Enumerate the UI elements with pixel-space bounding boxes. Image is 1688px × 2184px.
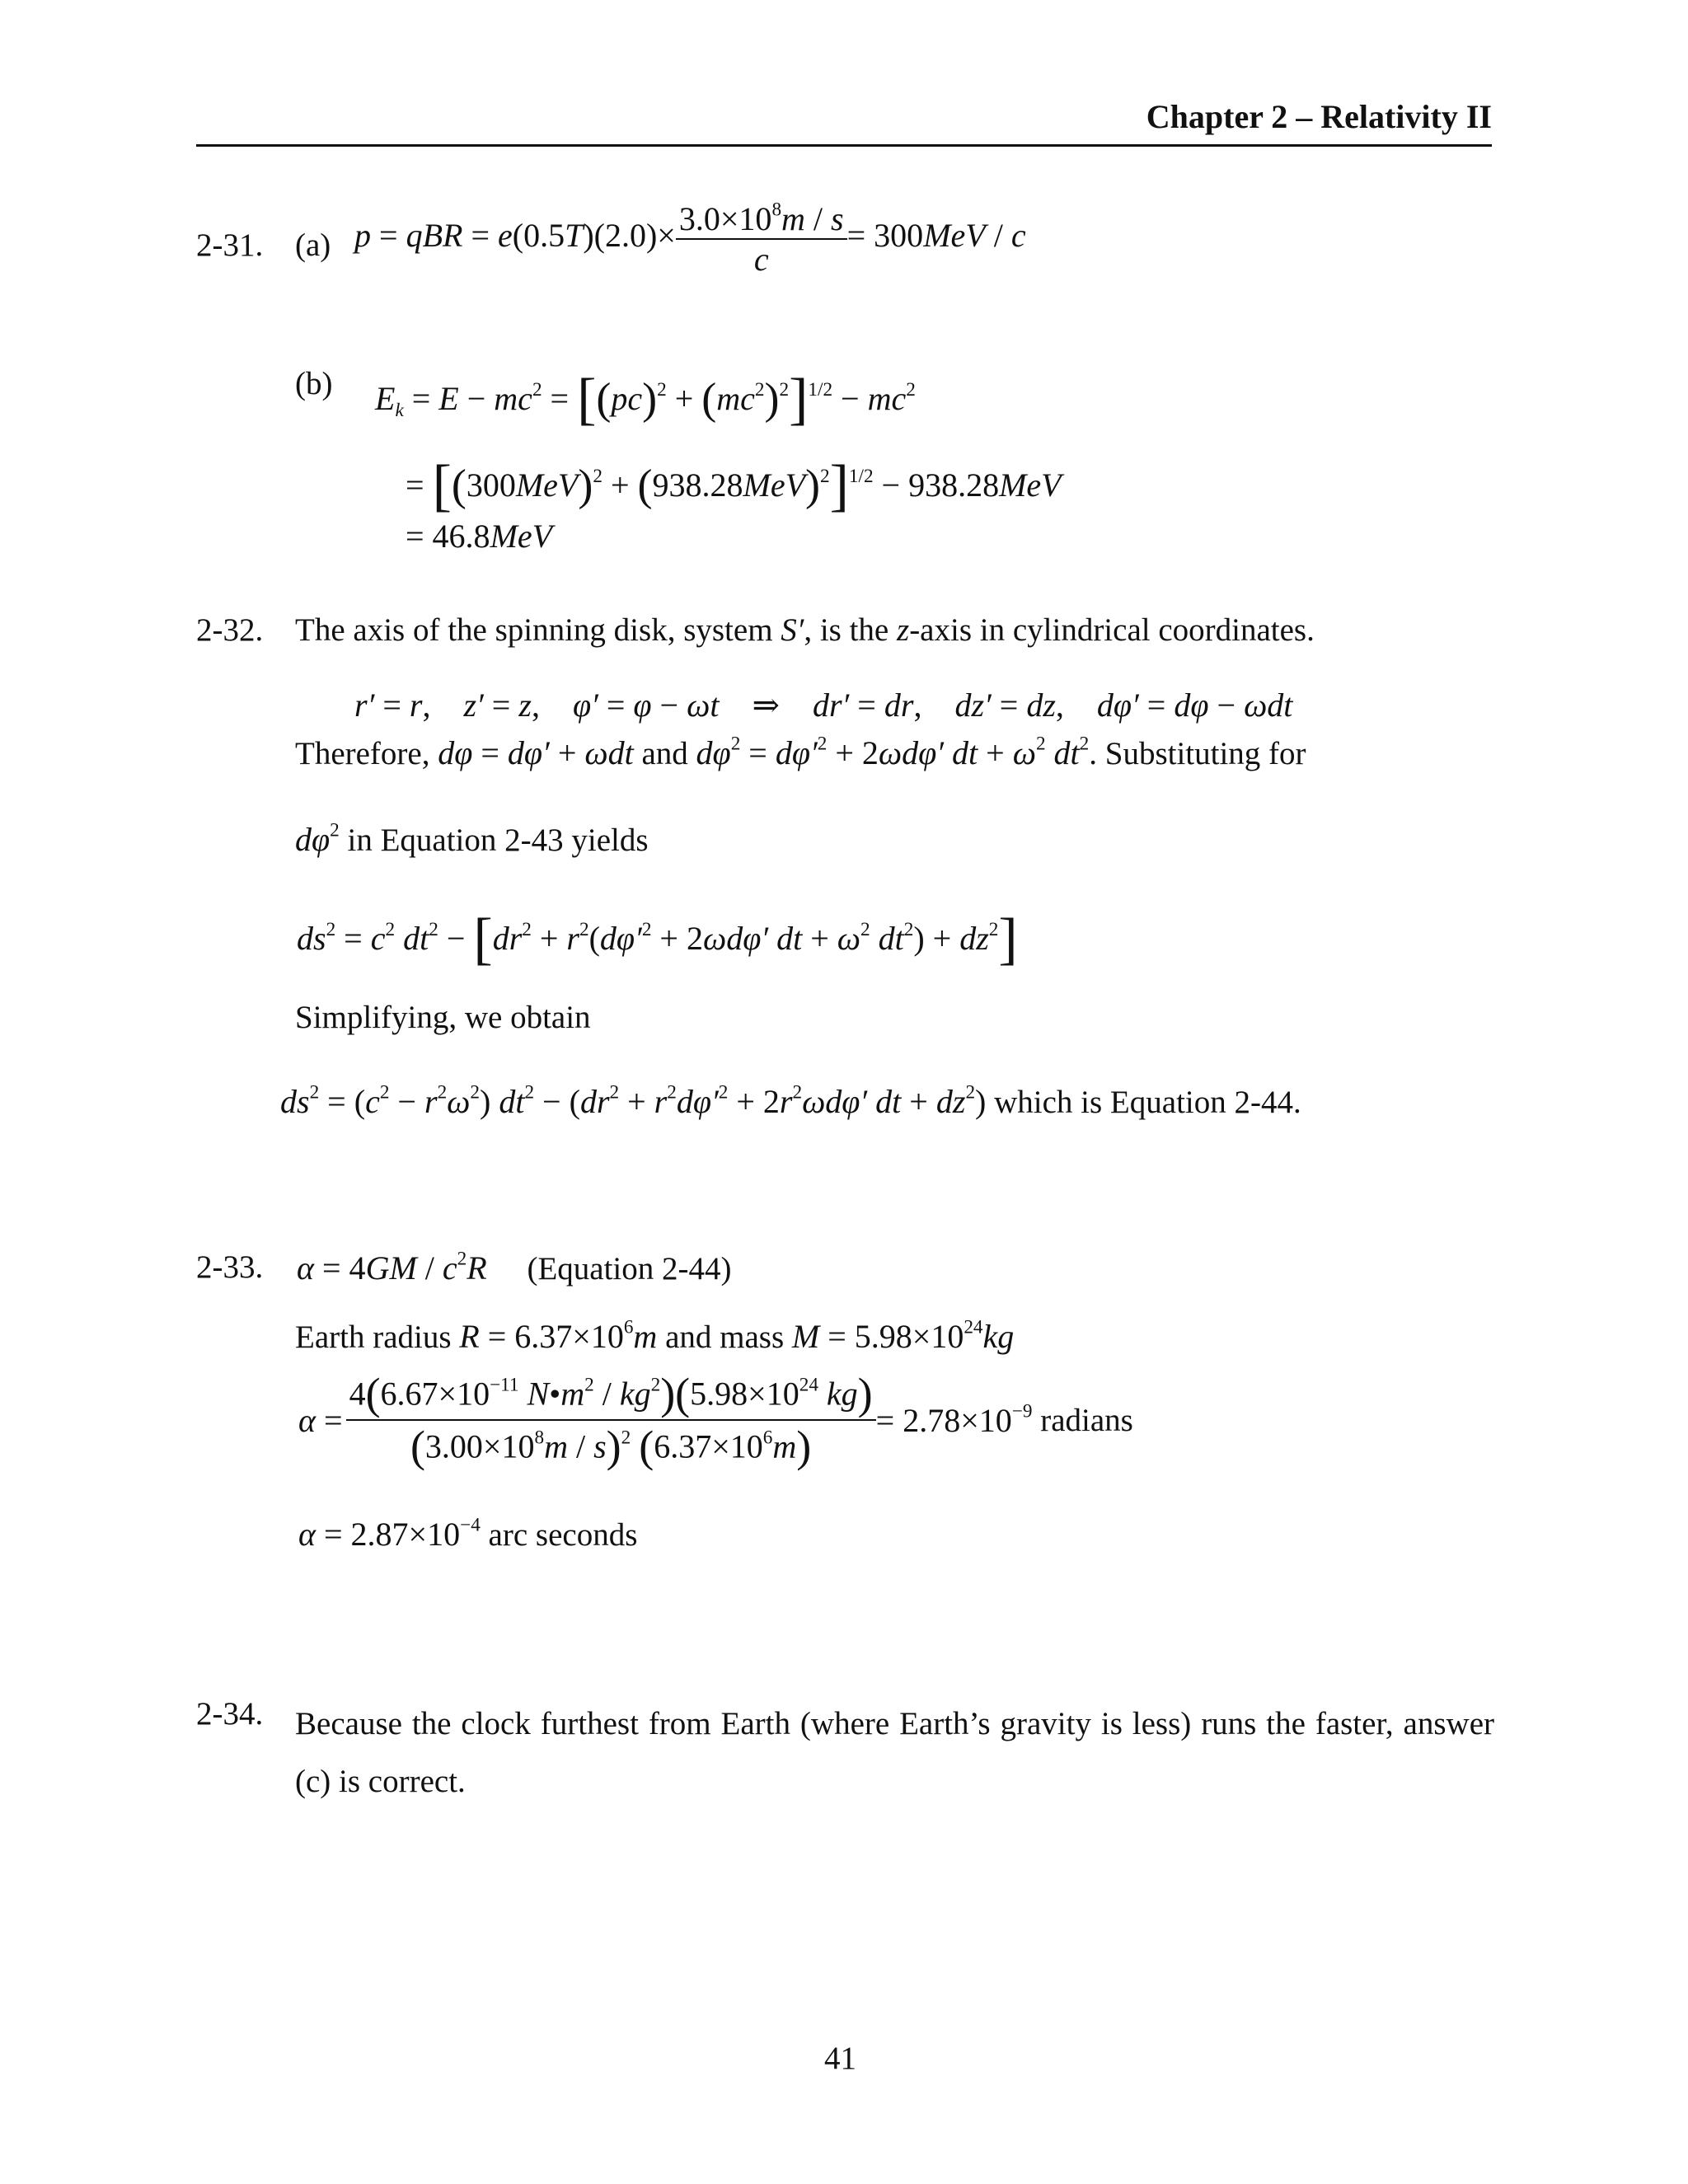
page-number: 41 — [824, 2041, 856, 2076]
p33-equation-ref: (Equation 2-44) — [527, 1251, 732, 1286]
p32-equation-ref-line: $d\varphi^2$ in Equation 2-43 yields — [295, 819, 649, 858]
p32-simplifying: Simplifying, we obtain — [295, 1000, 591, 1035]
problem-number-2-32: 2-32. — [196, 612, 264, 648]
problem-number-2-34: 2-34. — [196, 1696, 264, 1732]
p32-therefore-line: Therefore, dφ = dφ′ + ωdt and $d\varphi^2 = d\varphi'^2 + 2\omega d\varphi'$ dt + $\omega^2$ $dt^2$. Substituting for — [295, 733, 1306, 771]
p32-intro-mid: , is the — [804, 612, 889, 648]
problem-number-2-33: 2-33. — [196, 1249, 264, 1285]
equation-kinetic-energy-result: = 46.8MeV — [406, 518, 553, 555]
part-b-label: (b) — [295, 366, 333, 401]
p33-arcsec-line: $\alpha = 2.87\times 10^{-4}$ arc seconds — [298, 1514, 638, 1553]
equation-kinetic-energy-values: = $[(300MeV)^2 + (938.28MeV)^2]^{1/2} - 938.28MeV$ — [406, 454, 1062, 518]
equation-coordinate-transform: r′ = r, z′ = z, φ′ = φ − ωt ⇒ dr′ = dr, dz′ = dz, dφ′ = dφ − ωdt — [354, 687, 1293, 724]
p32-which-is: which is Equation 2-44. — [994, 1085, 1301, 1120]
chapter-header: Chapter 2 – Relativity II — [1146, 98, 1492, 135]
p33-and-mass: and mass — [665, 1319, 785, 1355]
p32-and: and — [641, 736, 688, 771]
p32-intro-text: The axis of the spinning disk, system — [295, 612, 773, 648]
equation-line-element: $ds^2 = c^2$ $dt^2 - [dr^2 + r^2(d\varphi'^2 + 2\omega d\varphi'$ dt + $\omega^2$ $dt^2) + dz^2$] — [297, 907, 1018, 971]
p32-therefore: Therefore, — [295, 736, 430, 771]
p33-deflection-line: $\alpha = 4GM / c^2R$ (Equation 2-44) — [297, 1248, 732, 1286]
equation-momentum: p = qBR = e(0.5T)(2.0)× $\frac{3.0\times 10^8m / s}{c}$ = 300MeV / c — [354, 199, 1026, 278]
p34-answer-text: Because the clock furthest from Earth (where Earth’s gravity is less) runs the faster, answer (c) is correct. — [295, 1706, 1494, 1799]
p32-substituting: . Substituting for — [1089, 736, 1306, 771]
p32-intro-end: -axis in cylindrical coordinates. — [909, 612, 1315, 648]
problem-number-2-31: 2-31. — [196, 227, 264, 263]
header-rule — [196, 144, 1492, 147]
p33-alpha-calc: α = $\frac{4(6.67\times 10^{-11} N•m^2 / kg^2)(5.98\times 10^{24} kg)}{(3.00\times 10^8m / s)^2 (6.37\times 10^6m)}$ = $2.78\times 10^{-9}$ radians — [298, 1369, 1133, 1471]
p33-earth-line: Earth radius $R = 6.37\times 10^6m$ and mass $M = 5.98\times 10^{24}kg$ — [295, 1316, 1015, 1355]
p32-intro-line: The axis of the spinning disk, system S′, is the z-axis in cylindrical coordinates. — [295, 612, 1315, 648]
p33-radians: radians — [1040, 1402, 1133, 1438]
equation-kinetic-energy: $E_k = E - mc^2 = [(pc)^2 + (mc^2)^2]^{1/2} - mc^2$ — [375, 368, 916, 431]
part-a-label: (a) — [295, 227, 331, 263]
p33-arc-seconds: arc seconds — [488, 1517, 638, 1553]
p33-earth-radius: Earth radius — [295, 1319, 452, 1355]
p32-in-equation: in Equation 2-43 yields — [347, 823, 649, 858]
p32-result-line: $ds^2 = (c^2 - r^2\omega^2) dt^2 - (dr^2 + r^2d\varphi'^2 + 2r^2\omega d\varphi'$ dt + $dz^2$) which is Equation 2-44. — [280, 1081, 1301, 1120]
